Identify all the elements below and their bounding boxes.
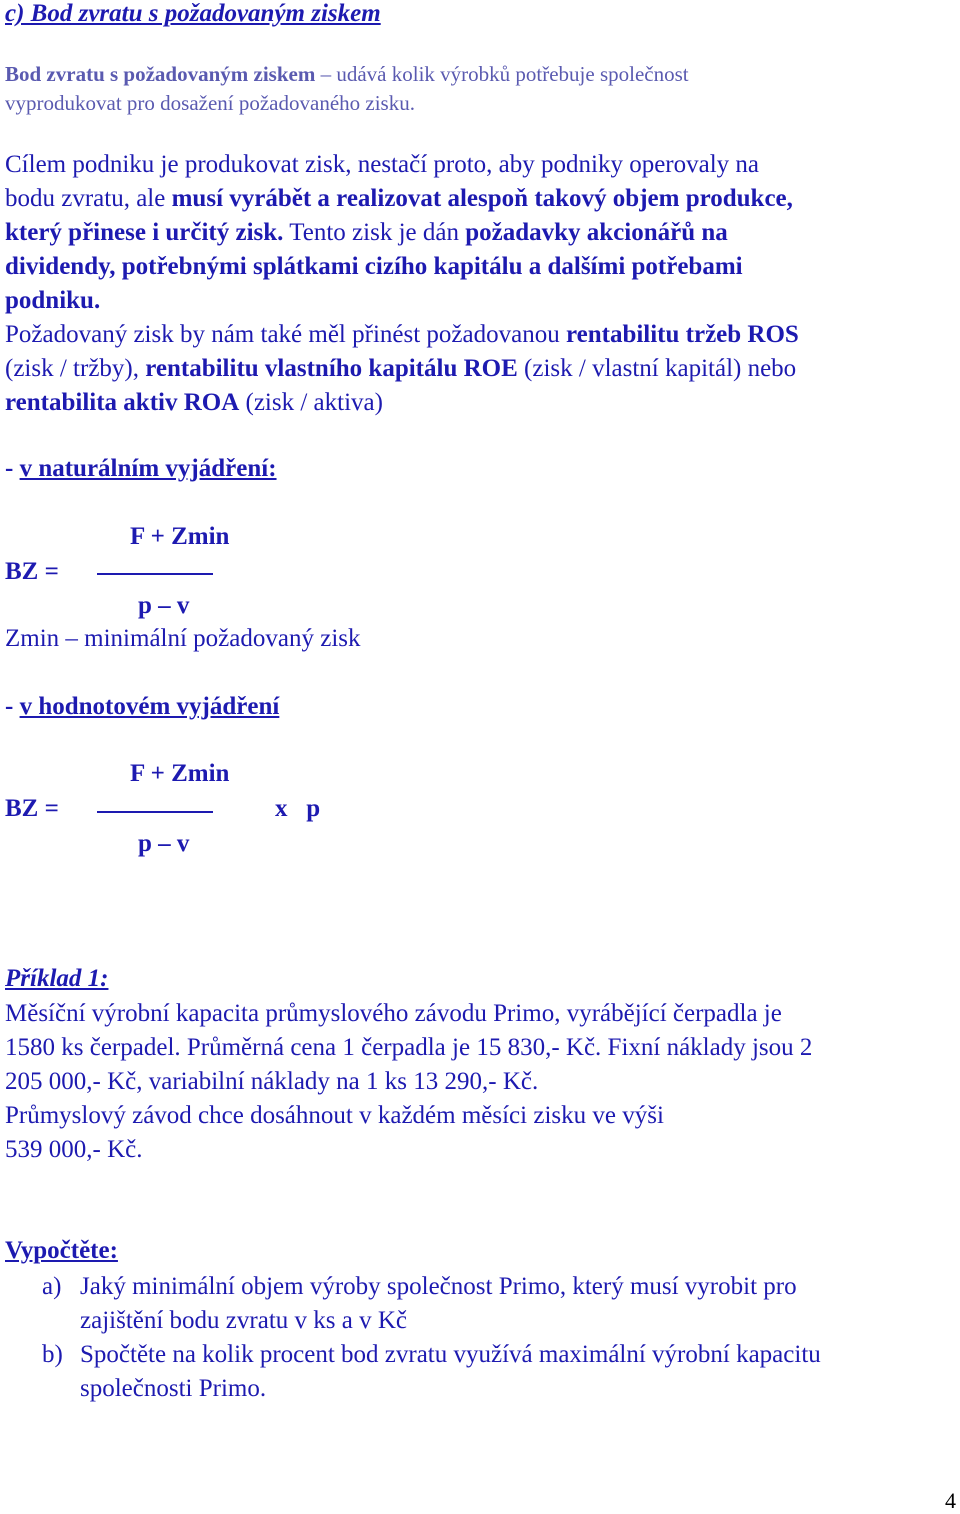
formula1-numerator: F + Zmin — [130, 523, 230, 550]
formula2-fraction-line — [97, 811, 213, 813]
goal-paragraph — [5, 148, 793, 318]
formula2-numerator: F + Zmin — [130, 760, 230, 787]
zmin-note: Zmin – minimální požadovaný zisk — [5, 625, 361, 652]
value-expression-heading: - v hodnotovém vyjádření — [5, 693, 280, 720]
natural-expression-heading: - v naturálním vyjádření: — [5, 455, 277, 482]
goal-line-2: bodu zvratu, ale musí vyrábět a realizovat alespoň takový objem produkce, — [5, 185, 793, 212]
formula1-fraction-line — [97, 573, 213, 575]
task-a-marker: a) — [42, 1273, 62, 1300]
example-line-3: 205 000,- Kč, variabilní náklady na 1 ks 13 290,- Kč. — [5, 1068, 539, 1095]
goal-line-1: Cílem podniku je produkovat zisk, nestačí proto, aby podniky operovaly na — [5, 151, 760, 178]
rentability-line-3: rentabilita aktiv ROA (zisk / aktiva) — [5, 389, 383, 416]
rentability-line-1: Požadovaný zisk by nám také měl přinést požadovanou rentabilitu tržeb ROS — [5, 321, 799, 348]
task-b-marker: b) — [42, 1341, 63, 1368]
goal-line-3: který přinese i určitý zisk. Tento zisk je dán požadavky akcionářů na — [5, 219, 728, 246]
example-line-5: 539 000,- Kč. — [5, 1136, 143, 1163]
section-heading: c) Bod zvratu s požadovaným ziskem — [5, 0, 381, 27]
goal-line-4: dividendy, potřebnými splátkami cizího kapitálu a dalšími potřebami — [5, 253, 743, 280]
example-text — [5, 997, 812, 1167]
intro-term: Bod zvratu s požadovaným ziskem — [5, 62, 316, 86]
example-line-2: 1580 ks čerpadel. Průměrná cena 1 čerpadla je 15 830,- Kč. Fixní náklady jsou 2 — [5, 1034, 813, 1061]
goal-line-5: podniku. — [5, 287, 101, 314]
rentability-paragraph — [5, 318, 799, 420]
tasks-title: Vypočtěte: — [5, 1237, 118, 1264]
rentability-line-2: (zisk / tržby), rentabilitu vlastního kapitálu ROE (zisk / vlastní kapitál) nebo — [5, 355, 797, 382]
task-a-text: Jaký minimální objem výroby společnost Primo, který musí vyrobit pro zajištění bodu zvratu v ks a v Kč — [80, 1273, 797, 1334]
example-line-1: Měsíční výrobní kapacita průmyslového závodu Primo, vyrábějící čerpadla je — [5, 1000, 782, 1027]
intro-text-line2: vyprodukovat pro dosažení požadovaného zisku. — [5, 91, 415, 115]
formula1-label: BZ = — [5, 558, 59, 585]
formula2-label: BZ = — [5, 795, 59, 822]
example-title: Příklad 1: — [5, 965, 109, 992]
intro-paragraph — [5, 60, 689, 118]
page-number: 4 — [945, 1488, 956, 1513]
formula2-denominator: p – v — [138, 830, 190, 857]
intro-text: – udává kolik výrobků potřebuje společnost — [315, 62, 689, 86]
example-line-4: Průmyslový závod chce dosáhnout v každém měsíci zisku ve výši — [5, 1102, 664, 1129]
formula2-multiplier: x p — [275, 795, 321, 822]
formula1-denominator: p – v — [138, 592, 190, 619]
task-b-text: Spočtěte na kolik procent bod zvratu využívá maximální výrobní kapacitu společnosti Primo. — [80, 1341, 821, 1402]
